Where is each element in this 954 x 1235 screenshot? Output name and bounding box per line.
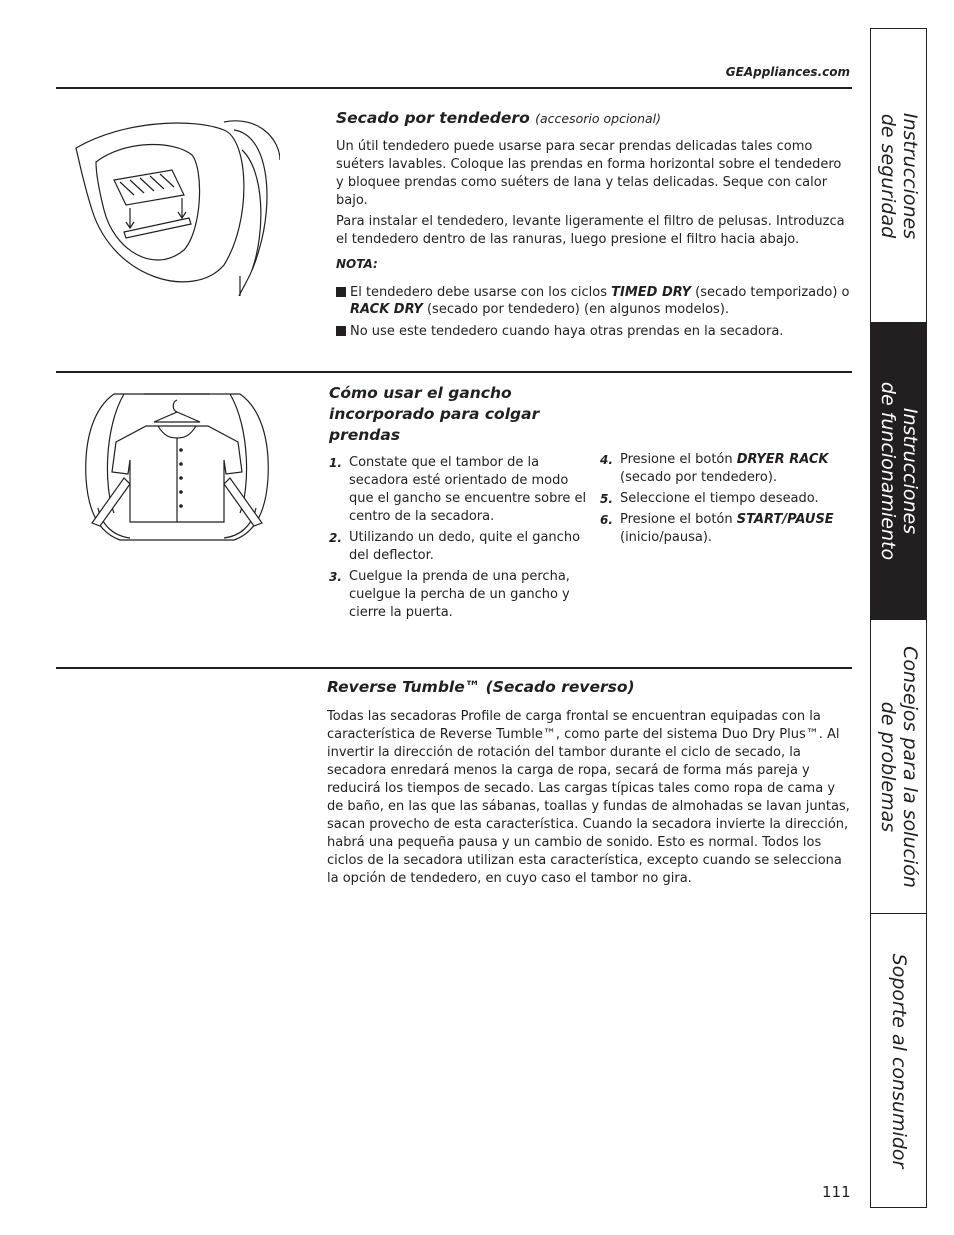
step-number: 2. [329,531,342,545]
hook-steps-left [329,454,589,625]
rack-heading [336,108,661,129]
step-item [329,529,589,565]
rack-bullet-2 [336,323,860,340]
step-number: 3. [329,570,342,584]
step-item [329,568,589,622]
tab-label: Soporte al consumidor [887,953,910,1168]
rack-dry-keyword: RACK DRY [350,302,423,317]
rack-paragraph-1: Un útil tendedero puede usarse para secar prendas delicadas tales como suéters lavables. Coloque las prendas en forma horizontal sobre el tendedero y bloquee prendas como suéters de lana y telas delicadas. Seque con calor bajo. [336,139,842,208]
reverse-heading: Reverse Tumble™ (Secado reverso) [327,678,635,696]
rack-title: Secado por tendedero [336,109,530,127]
step-item [329,454,589,526]
bullet-square-icon [336,287,346,297]
step-text: (secado por tendedero). [620,470,778,485]
tab-consejos-problemas[interactable] [871,620,926,913]
section-rule [56,87,852,89]
tab-label: Instrucciones de seguridad [876,112,921,239]
tab-instrucciones-funcionamiento[interactable] [871,323,926,619]
step-number: 6. [600,513,613,527]
step-number: 1. [329,456,342,470]
bullet-text: (secado temporizado) o [691,285,850,300]
step-number: 4. [600,453,613,467]
timed-dry-keyword: TIMED DRY [611,285,691,300]
rack-bullet-1 [336,284,860,318]
bullet-text: El tendedero debe usarse con los ciclos [350,285,612,300]
site-url: GEAppliances.com [725,65,850,79]
step-item [600,490,845,508]
step-text: Cuelgue la prenda de una percha, cuelgue la percha de un gancho y cierre la puerta. [349,569,570,620]
rack-title-note: (accesorio opcional) [535,111,661,126]
start-pause-keyword: START/PAUSE [736,512,834,527]
rack-paragraph-2: Para instalar el tendedero, levante ligeramente el filtro de pelusas. Introduzca el tendedero dentro de las ranuras, luego presione el filtro hacia abajo. [336,214,845,247]
step-text: (inicio/pausa). [620,530,713,545]
step-text: Constate que el tambor de la secadora esté orientado de modo que el gancho se encuentre sobre el centro de la secadora. [349,455,587,524]
bullet-text: (secado por tendedero) (en algunos modelos). [422,302,730,317]
page-number: 111 [822,1183,851,1201]
step-item [600,511,845,547]
step-number: 5. [600,492,613,506]
reverse-paragraph: Todas las secadoras Profile de carga frontal se encuentran equipadas con la característica de Reverse Tumble™, como parte del sistema Duo Dry Plus™. Al invertir la dirección de rotación del tambor durante el ciclo de secado, la secadora enredará menos la carga de ropa, secará de forma más pareja y reducirá los tiempos de secado. Las cargas típicas tales como ropa de cama y de baño, en las que las sábanas, toallas y fundas de almohadas se lavan juntas, sacan provecho de esta característica. Cuando la secadora invierte la dirección, habrá una pequeña pausa y un cambio de sonido. Esto es normal. Todos los ciclos de la secadora utilizan esta característica, excepto cuando se selecciona la opción de tendedero, en cuyo caso el tambor no gira. [327,709,850,886]
step-item [600,451,845,487]
hook-steps-right [600,451,845,550]
tab-instrucciones-seguridad[interactable] [871,29,926,322]
step-text: Seleccione el tiempo deseado. [620,491,819,506]
bullet-square-icon [336,326,346,336]
dryer-hook-illustration [84,388,270,548]
hook-heading: Cómo usar el gancho incorporado para colgar prendas [329,384,540,444]
dryer-rack-illustration [74,100,280,296]
tab-label: Consejos para la solución de problemas [876,645,921,888]
step-text: Presione el botón [620,512,737,527]
tab-soporte-consumidor[interactable] [871,914,926,1207]
bullet-text: No use este tendedero cuando haya otras prendas en la secadora. [350,324,784,339]
section-rule [56,667,852,669]
note-label: NOTA: [336,257,378,271]
section-rule [56,371,852,373]
section-tabs [870,28,927,1208]
step-text: Presione el botón [620,452,737,467]
tab-label: Instrucciones de funcionamiento [876,381,921,561]
dryer-rack-keyword: DRYER RACK [736,452,829,467]
step-text: Utilizando un dedo, quite el gancho del deflector. [349,530,581,563]
